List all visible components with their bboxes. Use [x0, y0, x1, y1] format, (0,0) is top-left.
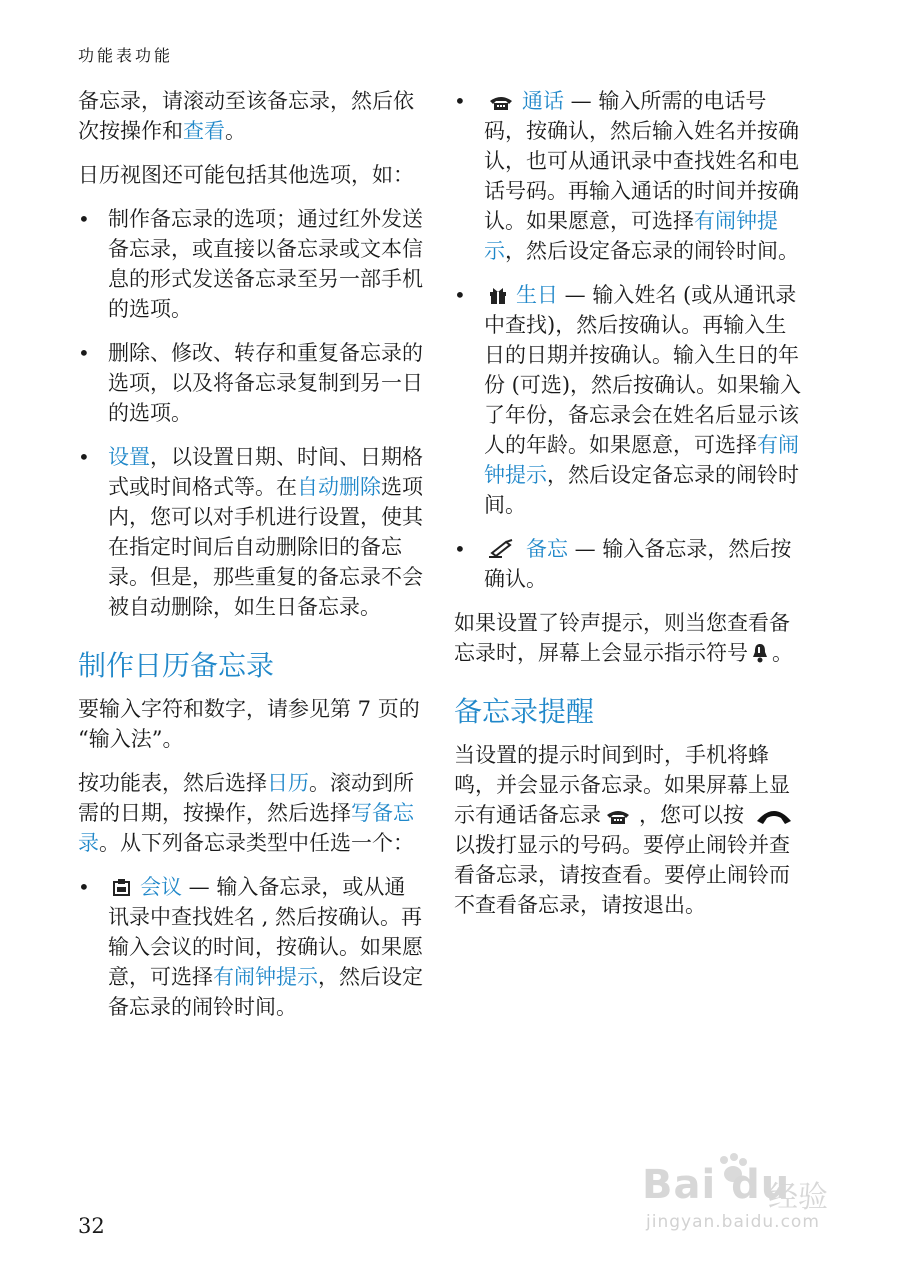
bullet: • — [78, 207, 90, 231]
pencil-icon — [488, 539, 518, 559]
text: 。再输入会议的时间，按 — [108, 905, 423, 959]
text: 。 — [772, 641, 793, 665]
bullet: • — [78, 445, 90, 469]
running-header: 功能表功能 — [78, 46, 174, 65]
text: 删除、修改、转存和重复备忘录的选项，以及将备忘录复制到另一日的选项。 — [108, 341, 423, 425]
menu-term-link: 生日 — [516, 283, 558, 307]
bullet: • — [454, 89, 466, 113]
text: 。如果输入了年份，备忘录会在姓名后显示该人的年龄。如果愿意，可选择 — [484, 373, 802, 457]
text: 。 — [526, 567, 547, 591]
paragraph-select-type — [78, 768, 423, 858]
text: 和 — [162, 119, 183, 143]
watermark-brand: Bai du — [642, 1162, 791, 1208]
section-heading-memo-reminder: 备忘录提醒 — [454, 695, 595, 728]
gift-icon — [488, 287, 508, 305]
list-item-call — [454, 86, 804, 266]
bold-term: 功能表 — [99, 771, 162, 795]
text: 。输入生日的年份 (可选)，然后按 — [484, 343, 799, 397]
text: ，您可以按 — [639, 803, 744, 827]
list-item-meeting — [78, 872, 423, 1022]
list-item-memo — [454, 534, 804, 594]
bullet: • — [78, 341, 90, 365]
text: 。如果愿意，可选择 — [505, 209, 694, 233]
call-key-icon — [754, 807, 794, 825]
menu-term-link: 查看 — [183, 119, 225, 143]
text: 如果设置了铃声提示，则当您查看备忘录时，屏幕上会显示指示符号 — [454, 611, 790, 665]
text: ，然后选择 — [162, 771, 267, 795]
text: 以拨打显示的号码。要停止闹铃并查看备忘录，请按 — [454, 833, 790, 887]
bold-term: 确认 — [297, 935, 339, 959]
text: 。滚动到所需的日期，按 — [78, 771, 414, 825]
watermark-cn: 经验 — [768, 1180, 828, 1215]
bold-term: 查看 — [601, 863, 643, 887]
text: 按 — [78, 771, 99, 795]
text: — 输入备忘录，然后按 — [568, 537, 792, 561]
bold-term: 确认 — [610, 343, 652, 367]
text: 。再输入生日的日期并按 — [484, 313, 787, 367]
menu-term-link: 有闹钟提示 — [484, 433, 799, 487]
menu-term-link: 备忘 — [526, 537, 568, 561]
bold-term: 操作 — [204, 801, 246, 825]
menu-term-link: 设置 — [108, 445, 150, 469]
left-column — [78, 86, 423, 1036]
watermark-url: jingyan.baidu.com — [646, 1212, 820, 1232]
menu-term-link: 日历 — [267, 771, 309, 795]
text: — 输入备忘录，或从通讯录中查找姓名 , 然后按 — [108, 875, 406, 929]
phone-icon — [488, 95, 514, 111]
menu-term-link: 通话 — [522, 89, 564, 113]
text: ，然后输入姓名并按 — [589, 119, 778, 143]
list-item — [78, 204, 423, 324]
menu-term-link: 会议 — [140, 875, 182, 899]
bold-term: 确认 — [484, 179, 799, 233]
options-list — [78, 204, 423, 622]
text: ，然后设定备忘录的闹铃时间。 — [484, 463, 799, 517]
bold-term: 退出 — [643, 893, 685, 917]
bullet: • — [78, 875, 90, 899]
text: 。如果愿意，可选择 — [108, 935, 423, 989]
section-heading-create-memo: 制作日历备忘录 — [78, 649, 275, 682]
text: ，以设置日期、时间、日期格式或时间格式等。在 — [108, 445, 423, 499]
memo-type-list-right — [454, 86, 804, 594]
text: 。 — [225, 119, 246, 143]
text: ，也可从通讯录中查找姓名和电话号码。再输入通话的时间并按 — [484, 149, 799, 203]
text: ，然后选择 — [246, 801, 351, 825]
list-item — [78, 338, 423, 428]
memo-type-list-left — [78, 872, 423, 1022]
text: 选项内，您可以对手机进行设置，使其在指定时间后自动删除旧的备忘录。但是，那些重复的备忘录不会被自动删除，如生日备忘录。 — [108, 475, 423, 619]
bold-term: 确认 — [484, 567, 526, 591]
menu-term-link: 写备忘录 — [78, 801, 414, 855]
paragraph-view-memo — [78, 86, 423, 146]
text: 。要停止闹铃而不查看备忘录，请按 — [454, 863, 790, 917]
text: 制作备忘录的选项；通过红外发送备忘录，或直接以备忘录或文本信息的形式发送备忘录至另一部手机的选项。 — [108, 207, 423, 321]
meeting-icon — [112, 879, 132, 897]
paragraph-calendar-options: 日历视图还可能包括其他选项，如： — [78, 163, 414, 187]
phone-icon — [605, 809, 631, 825]
bullet: • — [454, 283, 466, 307]
text: 备忘录，请滚动至该备忘录，然后依次按 — [78, 89, 414, 143]
text: 。 — [685, 893, 706, 917]
bold-term: 确认 — [484, 119, 799, 173]
text: — 输入姓名 (或从通讯录中查找)，然后按 — [484, 283, 797, 337]
list-item-birthday — [454, 280, 804, 520]
text: 。从下列备忘录类型中任选一个： — [99, 831, 414, 855]
alarm-indicator-icon — [752, 643, 768, 663]
text: — 输入所需的电话号码，按 — [484, 89, 767, 143]
menu-term-link: 有闹钟提示 — [213, 965, 318, 989]
bold-term: 确认 — [639, 313, 682, 337]
bullet: • — [454, 537, 466, 561]
bold-term: 确认 — [654, 373, 697, 397]
right-column — [454, 86, 804, 934]
bold-term: 操作 — [120, 119, 162, 143]
menu-term-link: 有闹钟提示 — [484, 209, 778, 263]
bold-term: 确认 — [547, 119, 589, 143]
text: ，然后设定备忘录的闹铃时间。 — [505, 239, 799, 263]
baidu-watermark — [640, 1150, 850, 1240]
text: ，然后设定备忘录的闹铃时间。 — [108, 965, 423, 1019]
list-item — [78, 442, 423, 622]
bold-term: 确认 — [338, 905, 381, 929]
paragraph-input-method: 要输入字符和数字，请参见第 7 页的 “输入法”。 — [78, 697, 420, 751]
page-number: 32 — [78, 1214, 105, 1238]
text: 当设置的提示时间到时，手机将蜂鸣，并会显示备忘录。如果屏幕上显示有通话备忘录 — [454, 743, 790, 827]
paragraph-reminder — [454, 740, 804, 920]
menu-term-link: 自动删除 — [297, 475, 381, 499]
paragraph-alarm-indicator — [454, 608, 804, 668]
